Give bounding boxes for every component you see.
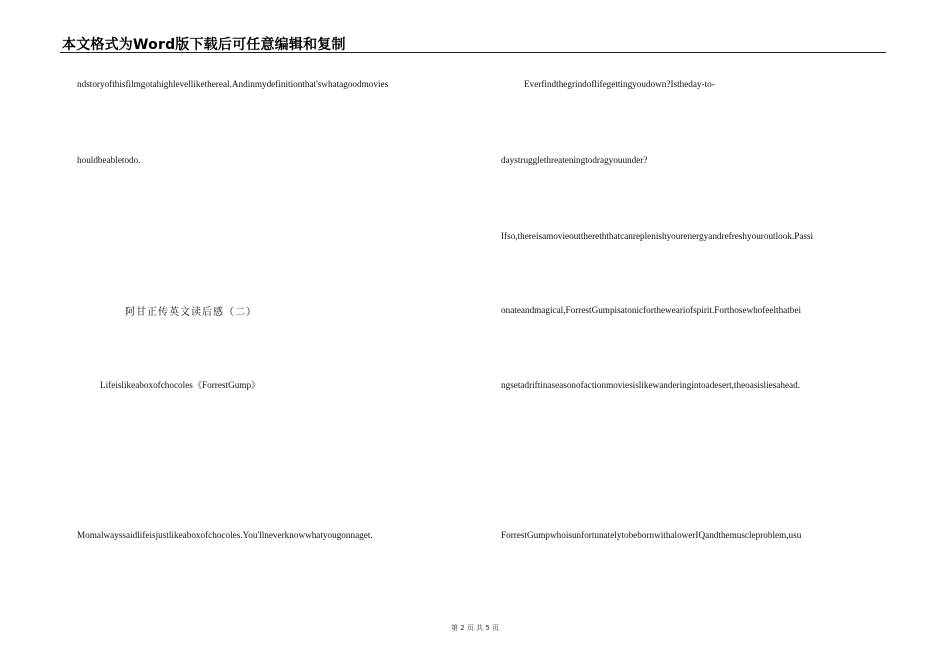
header-divider xyxy=(60,52,886,53)
right-text-line-1: Everfindthegrindoflifegettingyoudown?Istheday-to- xyxy=(524,79,715,89)
right-text-line-3: Ifso,thereisamovieoutthereththatcanreplenishyourenergyandrefreshyouroutlook.Passi xyxy=(501,231,814,241)
right-text-line-4: onateandmagical,ForrestGumpisatonicfortheweariofspirit.Forthosewhofeelthatbei xyxy=(501,305,802,315)
page-number-footer: 第 2 页 共 5 页 xyxy=(450,624,500,632)
right-text-line-2: daystrugglethreateningtodragyouunder? xyxy=(501,155,648,165)
section-heading: 阿甘正传英文读后感（二） xyxy=(125,307,257,318)
left-text-line-2: houldbeabletodo. xyxy=(77,155,141,165)
left-text-line-1: ndstoryofthisfilmgotahighlevellikethereal.Andinmydefinitionthat'swhatagoodmovies xyxy=(77,79,389,89)
document-header-title: 本文格式为Word版下载后可任意编辑和复制 xyxy=(62,37,346,53)
left-text-line-3: Lifeislikeaboxofchocoles《ForrestGump》 xyxy=(100,380,261,390)
right-text-line-6: ForrestGumpwhoisunfortunatelytobebornwithalowerIQandthemuscleproblem,usu xyxy=(501,530,802,540)
right-text-line-5: ngsetadriftinaseasonofactionmoviesislikewanderingintoadesert,theoasisliesahead. xyxy=(501,380,801,390)
left-text-line-4: Momalwayssaidlifeisjustlikeaboxofchocoles.You'llneverknowwhatyougonnaget. xyxy=(77,530,373,540)
